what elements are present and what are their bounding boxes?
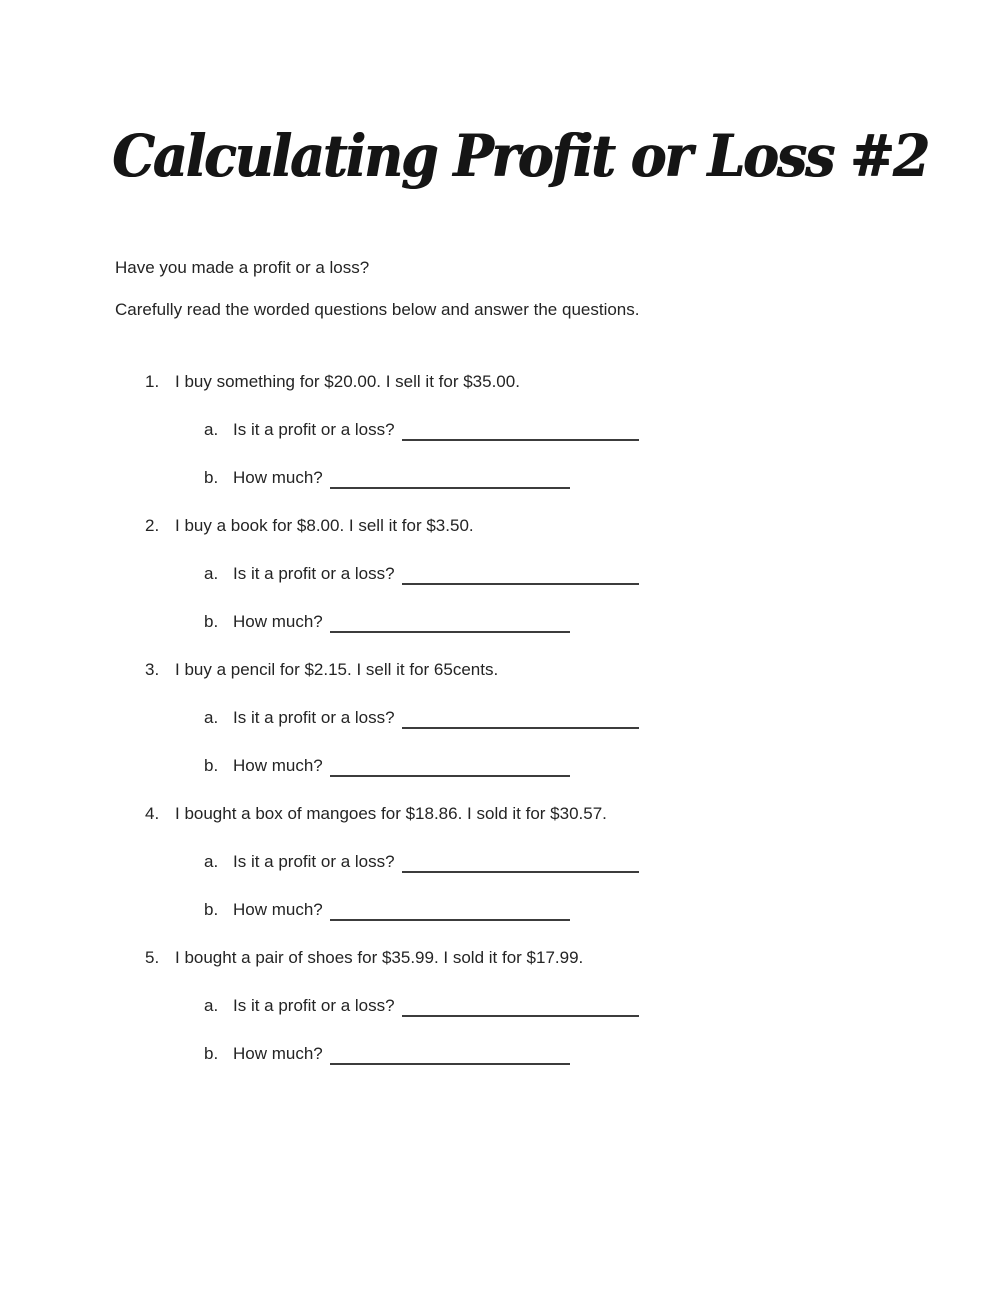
q5-blank-profit-or-loss[interactable] xyxy=(402,995,639,1017)
q2-blank-how-much[interactable] xyxy=(330,611,570,633)
question-5 xyxy=(0,947,1000,1091)
question-list xyxy=(0,371,1000,1091)
q4-blank-profit-or-loss[interactable] xyxy=(402,851,639,873)
question-text: I buy a pencil for $2.15. I sell it for 65cents. xyxy=(175,660,499,679)
q4-blank-how-much[interactable] xyxy=(330,899,570,921)
intro-line-1: Have you made a profit or a loss? xyxy=(115,258,370,277)
question-1 xyxy=(0,371,1000,515)
question-number: 2. xyxy=(145,516,160,535)
question-3 xyxy=(0,659,1000,803)
subquestion-prompt: Is it a profit or a loss? xyxy=(233,420,395,439)
question-text-row xyxy=(0,659,1000,707)
subquestion-label: a. xyxy=(204,996,219,1015)
question-number: 5. xyxy=(145,948,160,967)
subquestion-label: a. xyxy=(204,852,219,871)
page-title: Calculating Profit or Loss #2 xyxy=(112,122,928,190)
subquestion-b-row xyxy=(0,467,1000,515)
subquestion-prompt: How much? xyxy=(233,468,323,487)
subquestion-b-row xyxy=(0,899,1000,947)
subquestion-label: b. xyxy=(204,1044,219,1063)
question-number: 1. xyxy=(145,372,160,391)
question-text-row xyxy=(0,371,1000,419)
question-text-row xyxy=(0,803,1000,851)
question-text: I buy a book for $8.00. I sell it for $3.50. xyxy=(175,516,474,535)
subquestion-a-row xyxy=(0,851,1000,899)
subquestion-label: a. xyxy=(204,708,219,727)
question-text: I bought a pair of shoes for $35.99. I sold it for $17.99. xyxy=(175,948,584,967)
subquestion-prompt: Is it a profit or a loss? xyxy=(233,852,395,871)
subquestion-prompt: Is it a profit or a loss? xyxy=(233,708,395,727)
subquestion-b-row xyxy=(0,1043,1000,1091)
subquestion-b-row xyxy=(0,611,1000,659)
question-2 xyxy=(0,515,1000,659)
question-text: I bought a box of mangoes for $18.86. I sold it for $30.57. xyxy=(175,804,607,823)
subquestion-a-row xyxy=(0,707,1000,755)
intro-line-2: Carefully read the worded questions below and answer the questions. xyxy=(115,300,640,319)
q3-blank-profit-or-loss[interactable] xyxy=(402,707,639,729)
subquestion-label: b. xyxy=(204,900,219,919)
question-4 xyxy=(0,803,1000,947)
q3-blank-how-much[interactable] xyxy=(330,755,570,777)
question-text: I buy something for $20.00. I sell it for $35.00. xyxy=(175,372,520,391)
subquestion-prompt: How much? xyxy=(233,1044,323,1063)
q1-blank-profit-or-loss[interactable] xyxy=(402,419,639,441)
question-text-row xyxy=(0,515,1000,563)
subquestion-label: a. xyxy=(204,564,219,583)
q1-blank-how-much[interactable] xyxy=(330,467,570,489)
subquestion-prompt: How much? xyxy=(233,612,323,631)
subquestion-a-row xyxy=(0,995,1000,1043)
question-text-row xyxy=(0,947,1000,995)
subquestion-label: b. xyxy=(204,756,219,775)
subquestion-prompt: How much? xyxy=(233,900,323,919)
question-number: 4. xyxy=(145,804,160,823)
subquestion-prompt: How much? xyxy=(233,756,323,775)
subquestion-label: a. xyxy=(204,420,219,439)
subquestion-a-row xyxy=(0,563,1000,611)
q5-blank-how-much[interactable] xyxy=(330,1043,570,1065)
subquestion-label: b. xyxy=(204,468,219,487)
q2-blank-profit-or-loss[interactable] xyxy=(402,563,639,585)
subquestion-b-row xyxy=(0,755,1000,803)
subquestion-prompt: Is it a profit or a loss? xyxy=(233,996,395,1015)
subquestion-label: b. xyxy=(204,612,219,631)
subquestion-a-row xyxy=(0,419,1000,467)
subquestion-prompt: Is it a profit or a loss? xyxy=(233,564,395,583)
question-number: 3. xyxy=(145,660,160,679)
